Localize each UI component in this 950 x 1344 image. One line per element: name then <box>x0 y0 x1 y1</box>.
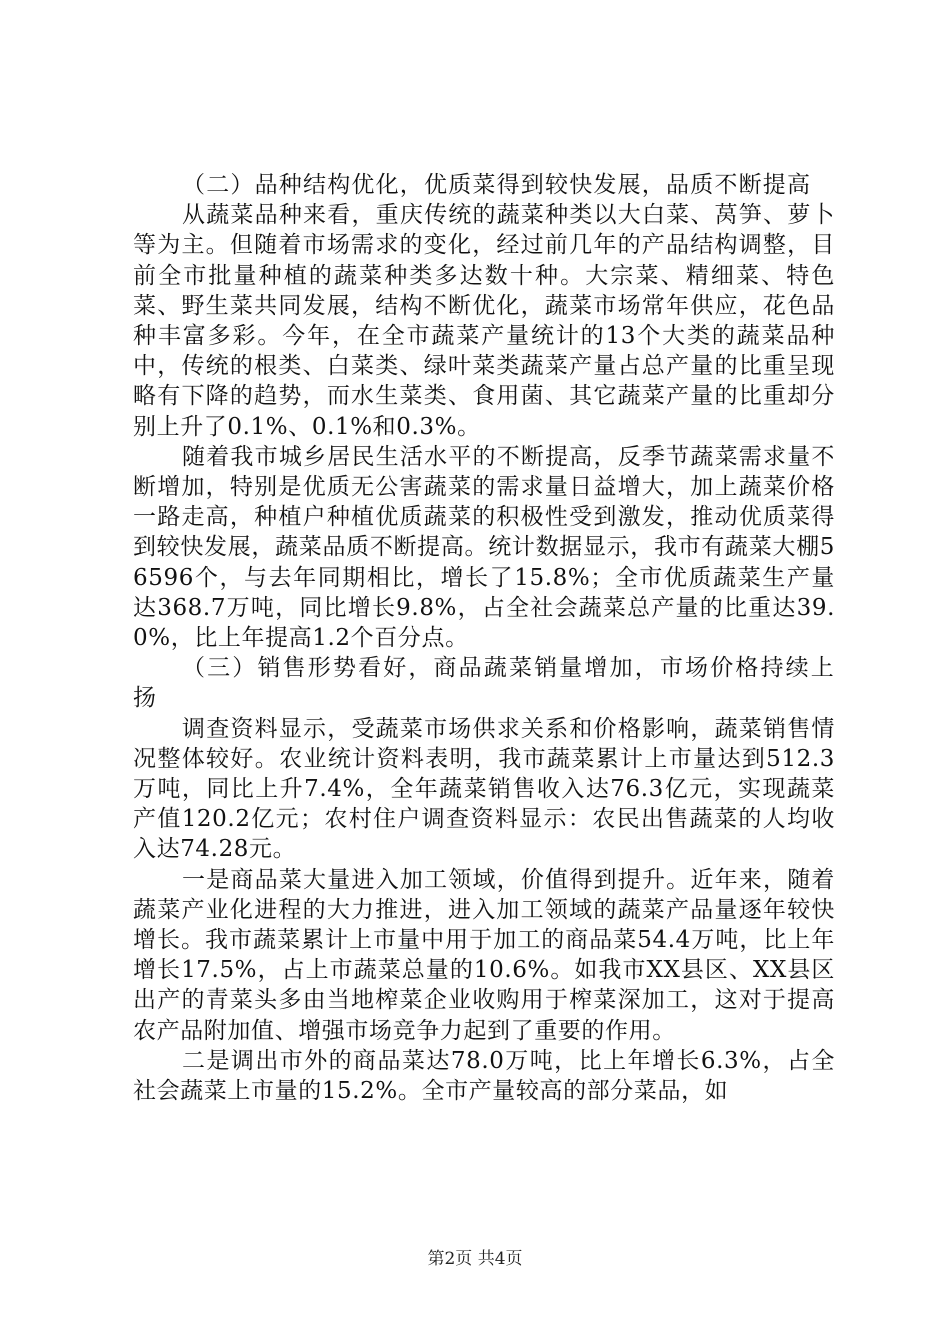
paragraph-variety: 从蔬菜品种来看，重庆传统的蔬菜种类以大白菜、莴笋、萝卜等为主。但随着市场需求的变化，经过前几年的产品结构调整，目前全市批量种植的蔬菜种类多达数十种。大宗菜、精细菜、特色菜、野生菜共同发展，结构不断优化，蔬菜市场常年供应，花色品种丰富多彩。今年，在全市蔬菜产量统计的13个大类的蔬菜品种中，传统的根类、白菜类、绿叶菜类蔬菜产量占总产量的比重呈现略有下降的趋势，而水生菜类、食用菌、其它蔬菜产量的比重却分别上升了0.1%、0.1%和0.3%。 <box>133 202 835 440</box>
paragraph-sales: 调查资料显示，受蔬菜市场供求关系和价格影响，蔬菜销售情况整体较好。农业统计资料表明，我市蔬菜累计上市量达到512.3万吨，同比上升7.4%，全年蔬菜销售收入达76.3亿元，实现蔬菜产值120.2亿元；农村住户调查资料显示：农民出售蔬菜的人均收入达74.28元。 <box>133 715 835 863</box>
section-heading-2: （二）品种结构优化，优质菜得到较快发展，品质不断提高 <box>182 172 812 198</box>
section-heading-3: （三）销售形势看好，商品蔬菜销量增加，市场价格持续上扬 <box>133 655 835 712</box>
paragraph-processing: 一是商品菜大量进入加工领域，价值得到提升。近年来，随着蔬菜产业化进程的大力推进，进入加工领域的蔬菜产品量逐年较快增长。我市蔬菜累计上市量中用于加工的商品菜54.4万吨，比上年增长17.5%，占上市蔬菜总量的10.6%。如我市XX县区、XX县区出产的青菜头多由当地榨菜企业收购用于榨菜深加工，这对于提高农产品附加值、增强市场竞争力起到了重要的作用。 <box>133 866 835 1044</box>
paragraph-export: 二是调出市外的商品菜达78.0万吨，比上年增长6.3%，占全社会蔬菜上市量的15.2%。全市产量较高的部分菜品，如 <box>133 1047 835 1105</box>
paragraph-quality: 随着我市城乡居民生活水平的不断提高，反季节蔬菜需求量不断增加，特别是优质无公害蔬菜的需求量日益增大，加上蔬菜价格一路走高，种植户种植优质蔬菜的积极性受到激发，推动优质菜得到较快发展，蔬菜品质不断提高。统计数据显示，我市有蔬菜大棚56596个，与去年同期相比，增长了15.8%；全市优质蔬菜生产量达368.7万吨，同比增长9.8%，占全社会蔬菜总产量的比重达39.0%，比上年提高1.2个百分点。 <box>133 443 835 652</box>
page-footer: 第2页 共4页 <box>427 1249 523 1269</box>
document-body <box>133 170 835 1106</box>
